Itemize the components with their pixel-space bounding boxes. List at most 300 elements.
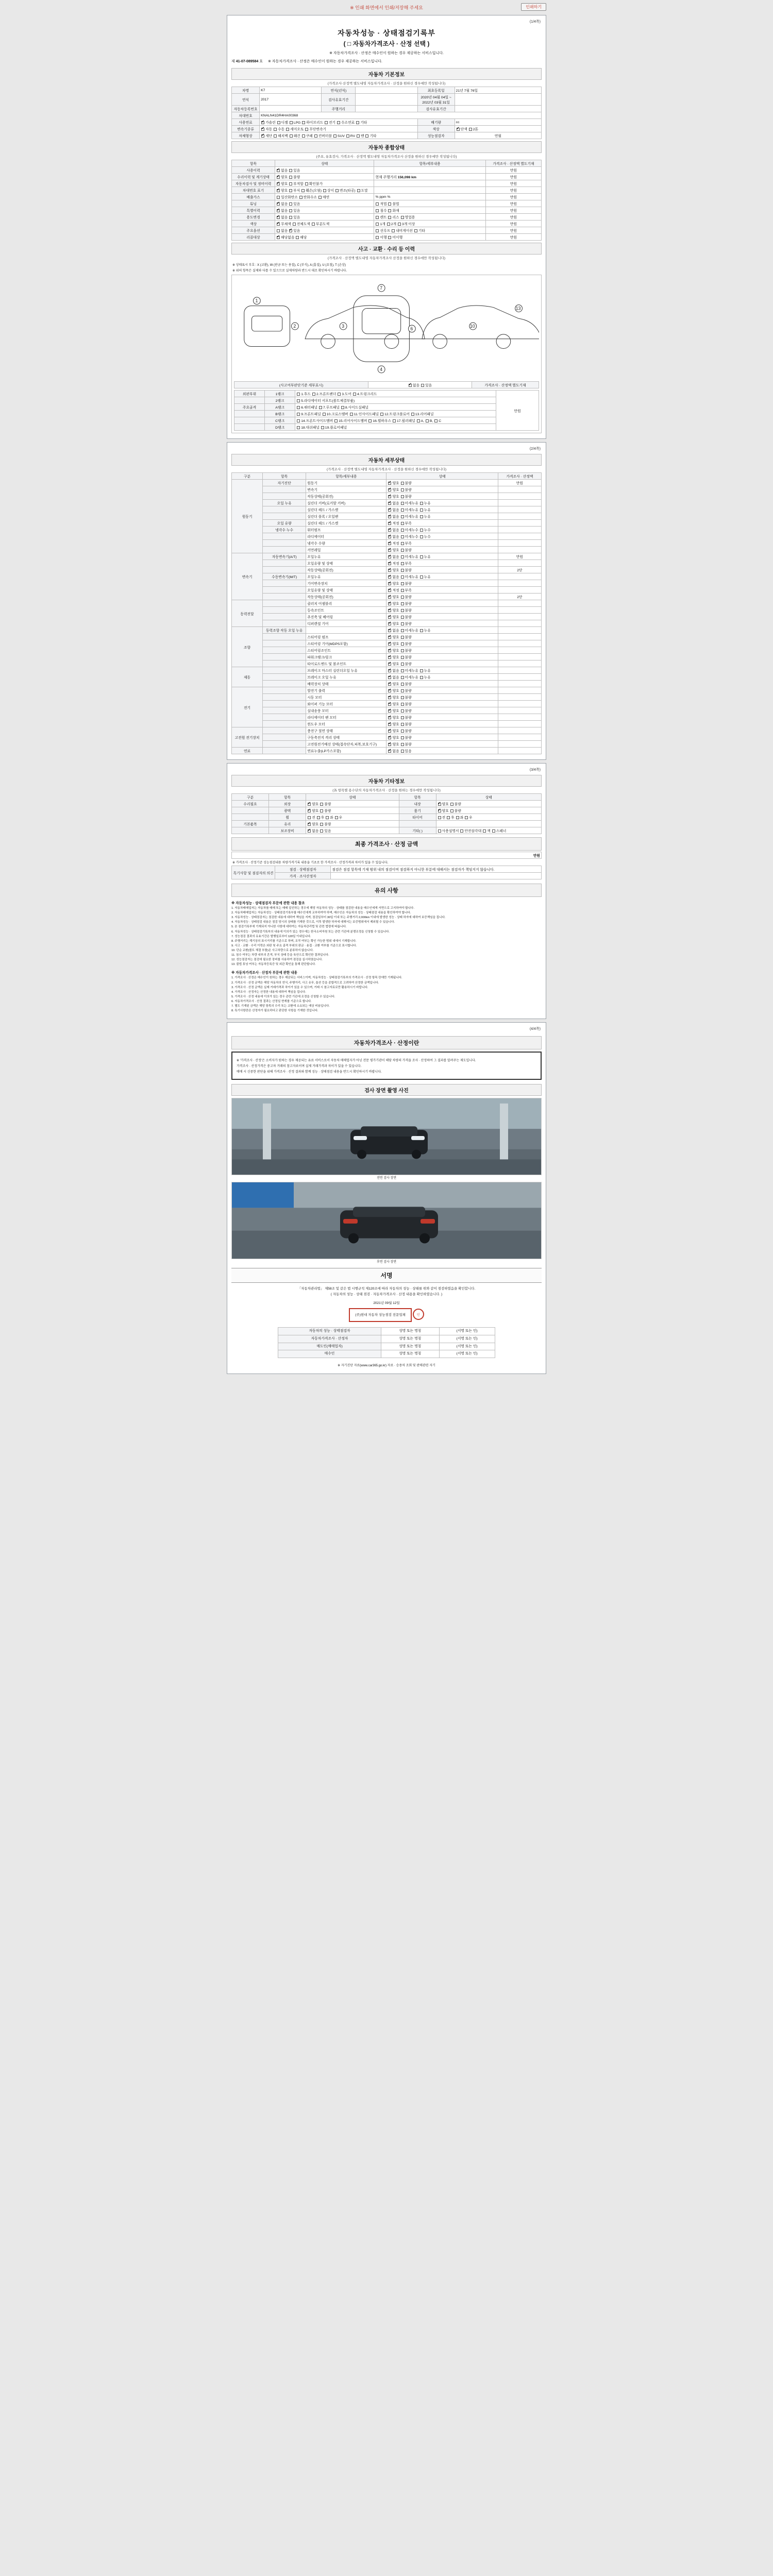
detail-3-4-state[interactable]	[386, 654, 498, 660]
detail-1-6-state[interactable]	[386, 594, 498, 600]
detail-3-0-opt-2[interactable]: 누유	[419, 629, 431, 633]
etc-row-2-astate[interactable]	[306, 814, 399, 821]
detail-7-0-opt-1[interactable]: 있음	[400, 750, 412, 753]
overall-row-6-detail[interactable]	[374, 207, 485, 214]
detail-0-1-opt-1[interactable]: 불량	[400, 488, 412, 492]
overall-row-1-state[interactable]	[275, 174, 374, 180]
etc-2-b-opt-2[interactable]: 좌	[456, 816, 464, 820]
fuel-opt-3[interactable]: 하이브리드	[301, 121, 323, 125]
color-opt-1[interactable]: 2톤	[468, 128, 478, 131]
detail-2-1-state[interactable]	[386, 607, 498, 614]
detail-3-2-state[interactable]	[386, 640, 498, 647]
overall-row-0-state[interactable]	[275, 167, 374, 174]
overall-row-1-detail[interactable]: 현재 주행거리 156,098 km	[374, 174, 485, 180]
overall-row-4-state[interactable]	[275, 194, 374, 200]
overall-5-state-opt-1[interactable]: 있음	[289, 202, 300, 206]
detail-5-1-opt-1[interactable]: 불량	[400, 696, 412, 700]
detail-1-1-opt-1[interactable]: 부족	[400, 562, 412, 566]
trans-opt-2[interactable]: 세미오토	[285, 128, 304, 131]
detail-4-2-opt-0[interactable]: ✔ 양호	[388, 683, 399, 686]
sign-row-0-name[interactable]: 성명 또는 명칭	[381, 1328, 439, 1335]
detail-0-1-opt-0[interactable]: ✔ 양호	[388, 488, 399, 492]
overall-4-state-opt-2[interactable]: 매연	[318, 196, 329, 199]
overall-10-state-opt-1[interactable]: 해당	[295, 236, 307, 240]
etc-row-3-astate[interactable]	[306, 821, 399, 827]
fuel-options[interactable]	[260, 119, 417, 126]
detail-3-4-opt-0[interactable]: ✔ 양호	[388, 656, 399, 659]
overall-1-state-opt-0[interactable]: ✔ 양호	[276, 176, 288, 179]
body-opt-4[interactable]: 컨버터블	[314, 134, 332, 138]
overall-row-0-detail[interactable]	[374, 167, 485, 174]
etc-2-a-opt-3[interactable]: 우	[334, 816, 343, 820]
overall-10-state-opt-0[interactable]: ✔ 해당없음	[276, 236, 294, 240]
etc-row-0-astate[interactable]	[306, 801, 399, 807]
detail-3-1-state[interactable]	[386, 634, 498, 640]
detail-0-4-opt-2[interactable]: 누유	[419, 509, 431, 512]
etc-row-3-bstate[interactable]	[436, 821, 541, 827]
detail-5-1-opt-0[interactable]: ✔ 양호	[388, 696, 399, 700]
detail-1-6-opt-0[interactable]: ✔ 양호	[388, 596, 399, 599]
overall-9-state-opt-0[interactable]: 없음	[276, 229, 288, 233]
body-opt-5[interactable]: SUV	[333, 134, 345, 138]
overall-row-4-detail[interactable]: % ppm %	[374, 194, 485, 200]
sign-row-1-sign[interactable]: (서명 또는 인)	[439, 1335, 495, 1343]
detail-3-3-opt-1[interactable]: 불량	[400, 649, 412, 653]
detail-2-3-opt-0[interactable]: ✔ 양호	[388, 622, 399, 626]
accident-4-item-5[interactable]: B,	[425, 419, 433, 423]
detail-2-2-opt-1[interactable]: 불량	[400, 616, 412, 619]
accident-4-item-1[interactable]: 15.리어사이드멤버	[334, 419, 367, 423]
etc-1-b-opt-1[interactable]: 불량	[450, 809, 461, 813]
trans-opt-1[interactable]: 수동	[273, 128, 284, 131]
detail-5-3-opt-0[interactable]: ✔ 양호	[388, 709, 399, 713]
etc-row-1-bstate[interactable]	[436, 807, 541, 814]
detail-5-3-state[interactable]	[386, 707, 498, 714]
overall-row-7-state[interactable]	[275, 214, 374, 221]
detail-0-5-opt-1[interactable]: 미세누유	[400, 515, 418, 519]
detail-2-2-state[interactable]	[386, 614, 498, 620]
sign-row-2-sign[interactable]: (서명 또는 인)	[439, 1343, 495, 1350]
sign-row-2-name[interactable]: 성명 또는 명칭	[381, 1343, 439, 1350]
detail-0-8-opt-1[interactable]: 미세누수	[400, 535, 418, 539]
body-opt-6[interactable]: RV	[346, 134, 355, 138]
accident-3-item-2[interactable]: 11.인사이드패널	[349, 413, 379, 416]
detail-3-3-opt-0[interactable]: ✔ 양호	[388, 649, 399, 653]
overall-10-detail-opt-0[interactable]: 이행	[375, 236, 386, 240]
body-opt-2[interactable]: 왜건	[289, 134, 300, 138]
detail-3-5-opt-1[interactable]: 불량	[400, 663, 412, 666]
accident-0-item-0[interactable]: 1.후드	[296, 393, 311, 396]
accident-4-item-4[interactable]: A,	[416, 419, 424, 423]
overall-2-state-opt-2[interactable]: 확인불가	[305, 182, 323, 186]
etc-2-a-opt-1[interactable]: 후	[316, 816, 325, 820]
detail-5-5-opt-1[interactable]: 불량	[400, 723, 412, 726]
etc-row-0-bstate[interactable]	[436, 801, 541, 807]
overall-row-6-state[interactable]	[275, 207, 374, 214]
detail-2-3-opt-1[interactable]: 불량	[400, 622, 412, 626]
overall-7-detail-opt-2[interactable]: 영업용	[400, 216, 415, 219]
accident-result-opt-1[interactable]: 있음	[421, 384, 432, 387]
detail-0-5-state[interactable]	[386, 513, 498, 520]
overall-0-state-opt-0[interactable]: ✔ 없음	[276, 169, 288, 173]
detail-3-1-opt-0[interactable]: ✔ 양호	[388, 636, 399, 639]
overall-6-detail-opt-1[interactable]: 화재	[388, 209, 399, 213]
sign-row-3-sign[interactable]: (서명 또는 인)	[439, 1350, 495, 1358]
overall-row-7-detail[interactable]	[374, 214, 485, 221]
trans-opt-3[interactable]: 무단변속기	[305, 128, 326, 131]
overall-8-state-opt-2[interactable]: 부분도색	[311, 223, 329, 226]
accident-group-4-items[interactable]	[295, 417, 496, 424]
detail-0-5-opt-0[interactable]: ✔ 없음	[388, 515, 399, 519]
detail-4-1-opt-2[interactable]: 누유	[419, 676, 431, 680]
detail-4-2-state[interactable]	[386, 681, 498, 687]
detail-2-0-state[interactable]	[386, 600, 498, 607]
accident-0-item-1[interactable]: 2.프론트팬더	[312, 393, 337, 396]
detail-3-0-state[interactable]	[386, 627, 498, 634]
detail-2-1-opt-1[interactable]: 불량	[400, 609, 412, 613]
detail-5-1-state[interactable]	[386, 694, 498, 701]
detail-0-8-state[interactable]	[386, 533, 498, 540]
detail-1-3-opt-0[interactable]: ✔ 없음	[388, 575, 399, 579]
etc-4-a-opt-0[interactable]: ✔ 없음	[307, 829, 318, 833]
color-options[interactable]	[455, 126, 541, 132]
detail-1-0-opt-0[interactable]: ✔ 없음	[388, 555, 399, 559]
detail-2-0-opt-1[interactable]: 불량	[400, 602, 412, 606]
accident-4-item-3[interactable]: 17.필러패널	[392, 419, 415, 423]
detail-6-2-opt-1[interactable]: 불량	[400, 743, 412, 747]
detail-0-3-opt-0[interactable]: ✔ 없음	[388, 502, 399, 505]
detail-2-1-opt-0[interactable]: ✔ 양호	[388, 609, 399, 613]
overall-9-detail-opt-2[interactable]: 기타	[414, 229, 425, 233]
etc-1-a-opt-1[interactable]: 불량	[320, 809, 331, 813]
detail-3-0-opt-1[interactable]: 미세누유	[400, 629, 418, 633]
notice-item: 12. 성능점검자는 점검에 필요한 장비를 사용하여 점검을 실시하였습니다.	[231, 958, 323, 962]
trans-options[interactable]	[260, 126, 417, 132]
overall-3-state-opt-3[interactable]: 상이	[323, 189, 334, 193]
detail-0-2-state[interactable]	[386, 493, 498, 500]
overall-5-state-opt-0[interactable]: ✔ 없음	[276, 202, 288, 206]
detail-1-0-opt-2[interactable]: 누유	[419, 555, 431, 559]
detail-4-1-state[interactable]	[386, 674, 498, 681]
color-opt-0[interactable]: ✔ 단색	[456, 128, 467, 131]
detail-6-2-opt-0[interactable]: ✔ 양호	[388, 743, 399, 747]
accident-2-item-2[interactable]: 8.사이드실패널	[341, 406, 368, 410]
detail-0-8-opt-0[interactable]: ✔ 없음	[388, 535, 399, 539]
detail-1-2-opt-1[interactable]: 불량	[400, 569, 412, 572]
detail-3-0-opt-0[interactable]: ✔ 없음	[388, 629, 399, 633]
detail-0-0-opt-1[interactable]: 불량	[400, 482, 412, 485]
etc-row-4-astate[interactable]	[306, 827, 399, 834]
detail-6-1-opt-1[interactable]: 불량	[400, 736, 412, 740]
detail-6-0-opt-0[interactable]: ✔ 양호	[388, 730, 399, 733]
detail-5-2-opt-0[interactable]: ✔ 양호	[388, 703, 399, 706]
detail-3-5-opt-0[interactable]: ✔ 양호	[388, 663, 399, 666]
overall-5-detail-opt-0[interactable]: 적법	[375, 202, 386, 206]
etc-0-a-opt-1[interactable]: 불량	[320, 803, 331, 806]
detail-1-5-opt-0[interactable]: ✔ 적정	[388, 589, 399, 592]
overall-3-state-opt-5[interactable]: 도말	[357, 189, 368, 193]
trans-opt-0[interactable]: ✔ 자동	[261, 128, 272, 131]
overall-row-10-state[interactable]	[275, 234, 374, 241]
body-options[interactable]	[260, 132, 417, 139]
detail-4-2-opt-1[interactable]: 불량	[400, 683, 412, 686]
overall-6-state-opt-0[interactable]: ✔ 없음	[276, 209, 288, 213]
etc-2-b-opt-1[interactable]: 후	[446, 816, 455, 820]
detail-1-2-opt-0[interactable]: ✔ 양호	[388, 569, 399, 572]
detail-3-2-opt-1[interactable]: 불량	[400, 642, 412, 646]
etc-4-a-opt-1[interactable]: 있음	[320, 829, 331, 833]
overall-row-5-state[interactable]	[275, 200, 374, 207]
sign-row-3-name[interactable]: 성명 또는 명칭	[381, 1350, 439, 1358]
accident-result-options[interactable]	[368, 382, 472, 388]
overall-3-state-opt-0[interactable]: ✔ 양호	[276, 189, 288, 193]
accident-5-item-1[interactable]: 19.플로어패널	[321, 426, 347, 430]
detail-1-4-state[interactable]	[386, 580, 498, 587]
overall-row-5-detail[interactable]	[374, 200, 485, 207]
detail-0-8-opt-2[interactable]: 누수	[419, 535, 431, 539]
detail-5-2-opt-1[interactable]: 불량	[400, 703, 412, 706]
overall-2-state-opt-1[interactable]: 부적합	[289, 182, 304, 186]
detail-1-6-opt-1[interactable]: 불량	[400, 596, 412, 599]
detail-1-1-state[interactable]	[386, 560, 498, 567]
etc-3-a-opt-1[interactable]: 불량	[320, 823, 331, 826]
detail-1-4-opt-0[interactable]: ✔ 양호	[388, 582, 399, 586]
detail-2-3-state[interactable]	[386, 620, 498, 627]
detail-1-0-opt-1[interactable]: 미세누유	[400, 555, 418, 559]
overall-3-state-opt-2[interactable]: 훼손(오염)	[301, 189, 322, 193]
body-opt-0[interactable]: ✔ 세단	[261, 134, 272, 138]
detail-6-1-state[interactable]	[386, 734, 498, 741]
detail-0-7-opt-0[interactable]: ✔ 없음	[388, 529, 399, 532]
detail-0-3-state[interactable]	[386, 500, 498, 506]
overall-8-detail-opt-0[interactable]: 1개	[375, 223, 385, 226]
detail-4-0-opt-2[interactable]: 누유	[419, 669, 431, 673]
accident-2-item-1[interactable]: 7.루프패널	[318, 406, 340, 410]
accident-0-item-3[interactable]: 4.트렁크리드	[352, 393, 377, 396]
accident-4-item-2[interactable]: 16.휠하우스	[368, 419, 391, 423]
detail-1-2-state[interactable]	[386, 567, 498, 573]
accident-3-item-0[interactable]: 9.프론트패널	[296, 413, 321, 416]
overall-9-detail-opt-1[interactable]: 내비게이션	[391, 229, 413, 233]
accident-group-3-items[interactable]	[295, 411, 496, 417]
detail-5-5-opt-0[interactable]: ✔ 양호	[388, 723, 399, 726]
etc-2-b-opt-0[interactable]: 전	[438, 816, 446, 820]
detail-5-2-state[interactable]	[386, 701, 498, 707]
accident-1-item-0[interactable]: 5.라디에이터 서포트(볼트체결부품)	[296, 399, 355, 403]
etc-4-b-opt-0[interactable]: 사용설명서	[438, 829, 459, 833]
etc-0-b-opt-1[interactable]: 불량	[450, 803, 461, 806]
detail-1-0-state[interactable]	[386, 553, 498, 560]
overall-row-9-state[interactable]	[275, 227, 374, 234]
detail-0-4-state[interactable]	[386, 506, 498, 513]
detail-4-1-opt-1[interactable]: 미세누유	[400, 676, 418, 680]
detail-0-7-opt-2[interactable]: 누수	[419, 529, 431, 532]
detail-5-4-opt-0[interactable]: ✔ 양호	[388, 716, 399, 720]
detail-1-5-state[interactable]	[386, 587, 498, 594]
detail-4-0-opt-0[interactable]: ✔ 없음	[388, 669, 399, 673]
detail-0-0-opt-0[interactable]: ✔ 양호	[388, 482, 399, 485]
detail-0-4-opt-0[interactable]: ✔ 없음	[388, 509, 399, 512]
body-opt-8[interactable]: 기타	[365, 134, 376, 138]
etc-4-b-opt-2[interactable]: 잭	[482, 829, 491, 833]
detail-3-4-opt-1[interactable]: 불량	[400, 656, 412, 659]
detail-1-4-opt-1[interactable]: 불량	[400, 582, 412, 586]
overall-7-detail-opt-0[interactable]: 렌트	[375, 216, 386, 219]
detail-6-0-state[interactable]	[386, 727, 498, 734]
overall-row-2-state[interactable]	[275, 180, 374, 187]
sign-row-1-name[interactable]: 성명 또는 명칭	[381, 1335, 439, 1343]
body-opt-7[interactable]: 밴	[356, 134, 364, 138]
overall-3-state-opt-1[interactable]: 부식	[289, 189, 300, 193]
detail-0-1-state[interactable]	[386, 486, 498, 493]
detail-6-1-opt-0[interactable]: ✔ 양호	[388, 736, 399, 740]
fuel-opt-1[interactable]: 디젤	[277, 121, 288, 125]
detail-0-6-opt-1[interactable]: 부족	[400, 522, 412, 526]
detail-0-5-opt-2[interactable]: 누유	[419, 515, 431, 519]
etc-2-b-opt-3[interactable]: 우	[464, 816, 473, 820]
body-opt-1[interactable]: 해치백	[273, 134, 288, 138]
overall-7-detail-opt-1[interactable]: 리스	[388, 216, 399, 219]
overall-2-state-opt-0[interactable]: ✔ 양호	[276, 182, 288, 186]
etc-row-4-bstate[interactable]	[436, 827, 541, 834]
overall-0-state-opt-1[interactable]: 있음	[289, 169, 300, 173]
etc-4-b-opt-1[interactable]: 안전삼각대	[460, 829, 481, 833]
etc-2-a-opt-2[interactable]: 좌	[325, 816, 333, 820]
overall-3-state-opt-4[interactable]: 변조(타공)	[335, 189, 356, 193]
detail-0-7-state[interactable]	[386, 527, 498, 533]
detail-4-1-opt-0[interactable]: ✔ 없음	[388, 676, 399, 680]
detail-5-4-state[interactable]	[386, 714, 498, 721]
overall-row-3-detail[interactable]	[374, 187, 485, 194]
detail-1-3-state[interactable]	[386, 573, 498, 580]
overall-row-3-state[interactable]	[275, 187, 374, 194]
accident-3-item-3[interactable]: 12.트렁크플로어	[380, 413, 410, 416]
detail-0-3-opt-2[interactable]: 누유	[419, 502, 431, 505]
detail-3-2-opt-0[interactable]: ✔ 양호	[388, 642, 399, 646]
detail-0-9-opt-1[interactable]: 부족	[400, 542, 412, 546]
sign-row-0-sign[interactable]: (서명 또는 인)	[439, 1328, 495, 1335]
etc-1-b-opt-0[interactable]: ✔ 양호	[438, 809, 449, 813]
detail-1-1-opt-0[interactable]: ✔ 적정	[388, 562, 399, 566]
overall-8-state-opt-1[interactable]: 전체도색	[292, 223, 310, 226]
overall-7-state-opt-1[interactable]: 있음	[289, 216, 300, 219]
detail-5-3-opt-1[interactable]: 불량	[400, 709, 412, 713]
accident-3-item-1[interactable]: 10.크로스멤버	[322, 413, 348, 416]
detail-4-0-opt-1[interactable]: 미세누유	[400, 669, 418, 673]
fuel-opt-0[interactable]: ✔ 가솔린	[261, 121, 276, 125]
accident-group-2-items[interactable]	[295, 404, 496, 411]
detail-0-4-opt-1[interactable]: 미세누유	[400, 509, 418, 512]
overall-4-state-opt-1[interactable]: 탄화수소	[299, 196, 317, 199]
etc-0-a-opt-0[interactable]: ✔ 양호	[307, 803, 318, 806]
overall-5-detail-opt-1[interactable]: 불법	[388, 202, 399, 206]
detail-0-9-state[interactable]	[386, 540, 498, 547]
detail-5-4-opt-1[interactable]: 불량	[400, 716, 412, 720]
accident-group-1-items[interactable]	[295, 397, 496, 404]
accident-5-item-0[interactable]: 18.대쉬패널	[296, 426, 320, 430]
overall-10-detail-opt-1[interactable]: 미이행	[388, 236, 402, 240]
detail-7-0-opt-0[interactable]: ✔ 없음	[388, 750, 399, 753]
etc-0-b-opt-0[interactable]: ✔ 양호	[438, 803, 449, 806]
accident-4-item-6[interactable]: C	[434, 419, 441, 423]
detail-2-2-opt-0[interactable]: ✔ 양호	[388, 616, 399, 619]
accident-group-0-items[interactable]	[295, 391, 496, 397]
detail-0-2-opt-0[interactable]: ✔ 양호	[388, 495, 399, 499]
detail-6-0-opt-1[interactable]: 불량	[400, 730, 412, 733]
etc-3-a-opt-0[interactable]: ✔ 양호	[307, 823, 318, 826]
overall-row-8-detail[interactable]	[374, 221, 485, 227]
fuel-opt-4[interactable]: 전기	[324, 121, 335, 125]
detail-3-3-state[interactable]	[386, 647, 498, 654]
overall-9-state-opt-1[interactable]: ✔ 있음	[289, 229, 300, 233]
fuel-opt-6[interactable]: 기타	[356, 121, 367, 125]
etc-row-1-astate[interactable]	[306, 807, 399, 814]
etc-row-2-bstate[interactable]	[436, 814, 541, 821]
detail-5-0-opt-1[interactable]: 불량	[400, 689, 412, 693]
overall-8-detail-opt-2[interactable]: 3개 이상	[397, 223, 415, 226]
detail-6-2-state[interactable]	[386, 741, 498, 748]
overall-9-detail-opt-0[interactable]: 선루프	[375, 229, 390, 233]
overall-8-state-opt-0[interactable]: ✔ 무채색	[276, 223, 291, 226]
detail-3-1-opt-1[interactable]: 불량	[400, 636, 412, 639]
fuel-opt-2[interactable]: LPG	[289, 121, 301, 125]
detail-0-0-state[interactable]	[386, 480, 498, 486]
accident-result-opt-0[interactable]: ✔ 없음	[408, 384, 419, 387]
detail-5-0-opt-0[interactable]: ✔ 양호	[388, 689, 399, 693]
fuel-opt-5[interactable]: 수소연료	[337, 121, 355, 125]
detail-1-5-opt-1[interactable]: 부족	[400, 589, 412, 592]
print-button[interactable]: 인쇄하기	[521, 3, 546, 11]
body-opt-3[interactable]: 쿠페	[301, 134, 313, 138]
detail-0-10-opt-0[interactable]: ✔ 양호	[388, 549, 399, 552]
etc-4-b-opt-3[interactable]: 스페너	[492, 829, 507, 833]
overall-8-detail-opt-1[interactable]: 2개	[386, 223, 396, 226]
accident-4-item-0[interactable]: 14.프론트사이드멤버	[296, 419, 333, 423]
detail-3-5-state[interactable]	[386, 660, 498, 667]
detail-7-0-state[interactable]	[386, 748, 498, 754]
etc-2-a-opt-0[interactable]: 전	[307, 816, 315, 820]
overall-row-2-detail[interactable]	[374, 180, 485, 187]
detail-0-7-opt-1[interactable]: 미세누수	[400, 529, 418, 532]
detail-0-3-opt-1[interactable]: 미세누유	[400, 502, 418, 505]
detail-2-0-opt-0[interactable]: ✔ 양호	[388, 602, 399, 606]
detail-0-9-opt-0[interactable]: ✔ 적정	[388, 542, 399, 546]
overall-7-state-opt-0[interactable]: ✔ 없음	[276, 216, 288, 219]
detail-5-5-state[interactable]	[386, 721, 498, 727]
detail-0-6-opt-0[interactable]: ✔ 적정	[388, 522, 399, 526]
detail-4-0-state[interactable]	[386, 667, 498, 674]
overall-6-detail-opt-0[interactable]: 침수	[375, 209, 386, 213]
detail-1-3-opt-1[interactable]: 미세누유	[400, 575, 418, 579]
etc-1-a-opt-0[interactable]: ✔ 양호	[307, 809, 318, 813]
detail-0-2-opt-1[interactable]: 불량	[400, 495, 412, 499]
overall-4-state-opt-0[interactable]: 일산화탄소	[276, 196, 298, 199]
detail-0-6-state[interactable]	[386, 520, 498, 527]
overall-6-state-opt-1[interactable]: 있음	[289, 209, 300, 213]
detail-0-10-opt-1[interactable]: 불량	[400, 549, 412, 552]
overall-row-9-detail[interactable]	[374, 227, 485, 234]
accident-group-5-items[interactable]	[295, 424, 496, 431]
detail-1-3-opt-2[interactable]: 누유	[419, 575, 431, 579]
detail-5-0-state[interactable]	[386, 687, 498, 694]
accident-3-item-4[interactable]: 13.리어패널	[411, 413, 434, 416]
accident-0-item-2[interactable]: 3.도어	[337, 393, 351, 396]
overall-row-8-state[interactable]	[275, 221, 374, 227]
overall-row-10-detail[interactable]	[374, 234, 485, 241]
overall-1-state-opt-1[interactable]: 불량	[289, 176, 300, 179]
accident-2-item-0[interactable]: 6.쿼터패널	[296, 406, 317, 410]
detail-0-10-state[interactable]	[386, 547, 498, 553]
